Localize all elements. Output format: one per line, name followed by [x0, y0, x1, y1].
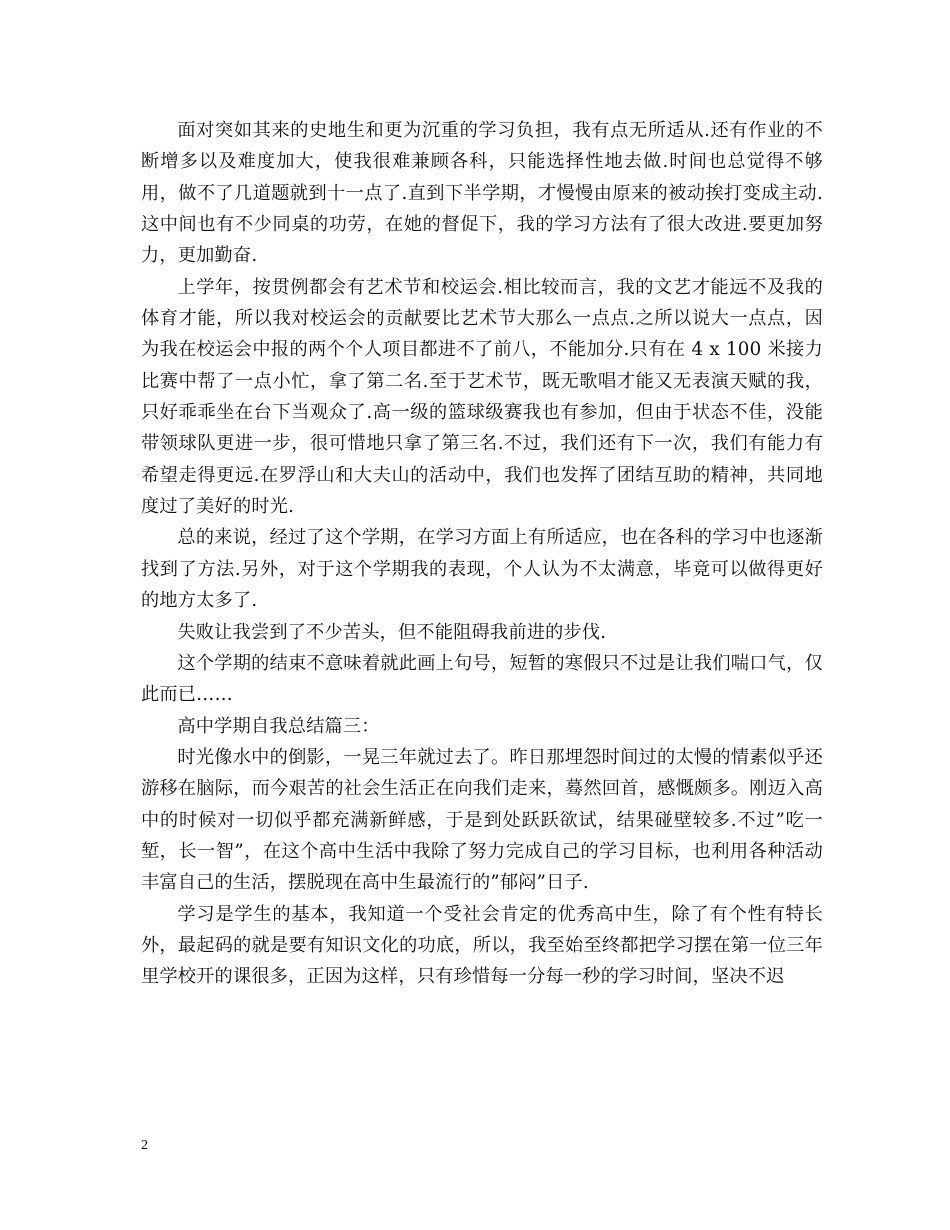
paragraph-1: 面对突如其来的史地生和更为沉重的学习负担，我有点无所适从.还有作业的不断增多以及难度加大，使我很难兼顾各科，只能选择性地去做.时间也总觉得不够用，做不了几道题就到十一点了.直到下半学期，才慢慢由原来的被动挨打变成主动.这中间也有不少同桌的功劳，在她的督促下，我的学习方法有了很大改进.要更加努力，更加勤奋.: [141, 120, 823, 267]
section-heading: 高中学期自我总结篇三：: [177, 715, 380, 737]
paragraph-4: 失败让我尝到了不少苦头，但不能阻碍我前进的步伐.: [177, 621, 607, 643]
paragraph-6: 时光像水中的倒影，一晃三年就过去了。昨日那埋怨时间过的太慢的情素似乎还游移在脑际，而今艰苦的社会生活正在向我们走来，蓦然回首，感慨颇多。刚迈入高中的时候对一切似乎都充满新鲜感，于是到处跃跃欲试，结果碰壁较多.不过”吃一堑，长一智”，在这个高中生活中我除了努力完成自己的学习目标，也利用各种活动丰富自己的生活，摆脱现在高中生最流行的”郁闷”日子.: [141, 746, 823, 894]
paragraph-5: 这个学期的结束不意味着就此画上句号，短暂的寒假只不过是让我们喘口气，仅此而已……: [141, 652, 823, 706]
page-number: 2: [141, 1138, 148, 1153]
paragraph-3: 总的来说，经过了这个学期，在学习方面上有所适应，也在各科的学习中也逐渐找到了方法.另外，对于这个学期我的表现，个人认为不太满意，毕竟可以做得更好的地方太多了.: [141, 527, 823, 612]
paragraph-2: 上学年，按贯例都会有艺术节和校运会.相比较而言，我的文艺才能远不及我的体育才能，所以我对校运会的贡献要比艺术节大那么一点点.之所以说大一点点，因为我在校运会中报的两个个人项目都进不了前八，不能加分.只有在 4 x 100 米接力比赛中帮了一点小忙，拿了第二名.至于艺术节，既无歌唱才能又无表演天赋的我，只好乖乖坐在台下当观众了.高一级的篮球级赛我也有参加，但由于状态不佳，没能带领球队更进一步，很可惜地只拿了第三名.不过，我们还有下一次，我们有能力有希望走得更远.在罗浮山和大夫山的活动中，我们也发挥了团结互助的精神，共同地度过了美好的时光.: [141, 276, 823, 518]
paragraph-7: 学习是学生的基本，我知道一个受社会肯定的优秀高中生，除了有个性有特长外，最起码的就是要有知识文化的功底，所以，我至始至终都把学习摆在第一位三年里学校开的课很多，正因为这样，只有珍惜每一分每一秒的学习时间，坚决不迟: [141, 903, 823, 988]
body-text: [141, 115, 823, 993]
